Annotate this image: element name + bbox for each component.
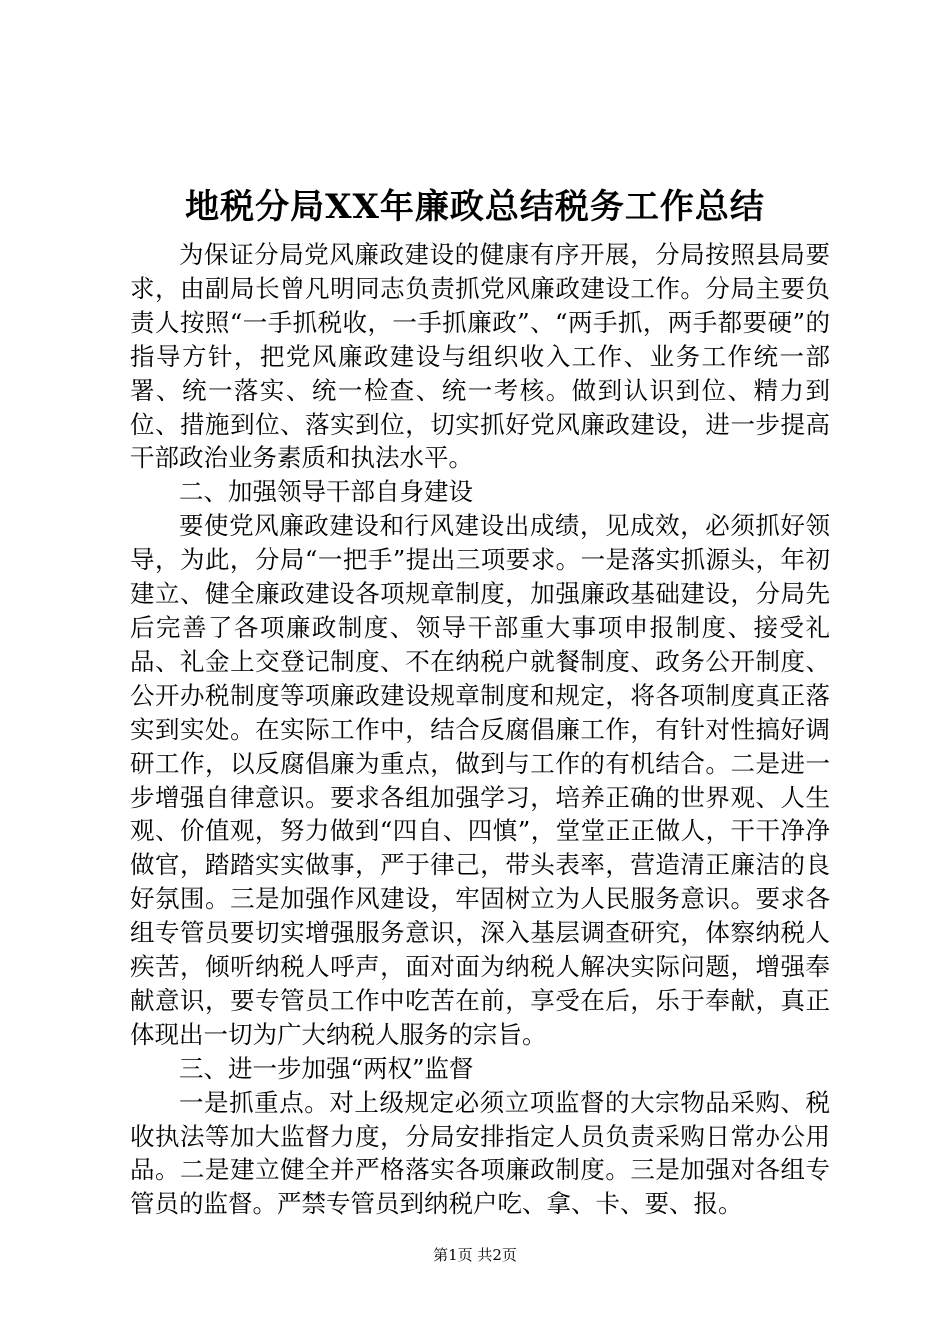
paragraph-section-3: 一是抓重点。对上级规定必须立项监督的大宗物品采购、税收执法等加大监督力度，分局安排指定人员负责采购日常办公用品。二是建立健全并严格落实各项廉政制度。三是加强对各组专管员的监督。严禁专管员到纳税户吃、拿、卡、要、报。 (130, 1087, 830, 1219)
paragraph-section-2: 要使党风廉政建设和行风建设出成绩，见成效，必须抓好领导，为此，分局“一把手”提出三项要求。一是落实抓源头，年初建立、健全廉政建设各项规章制度，加强廉政基础建设，分局先后完善了各项廉政制度、领导干部重大事项申报制度、接受礼品、礼金上交登记制度、不在纳税户就餐制度、政务公开制度、公开办税制度等项廉政建设规章制度和规定，将各项制度真正落实到实处。在实际工作中，结合反腐倡廉工作，有针对性搞好调研工作，以反腐倡廉为重点，做到与工作的有机结合。二是进一步增强自律意识。要求各组加强学习，培养正确的世界观、人生观、价值观，努力做到“四自、四慎”，堂堂正正做人，干干净净做官，踏踏实实做事，严于律己，带头表率，营造清正廉洁的良好氛围。三是加强作风建设，牢固树立为人民服务意识。要求各组专管员要切实增强服务意识，深入基层调查研究，体察纳税人疾苦，倾听纳税人呼声，面对面为纳税人解决实际问题，增强奉献意识，要专管员工作中吃苦在前，享受在后，乐于奉献，真正体现出一切为广大纳税人服务的宗旨。 (130, 511, 830, 1049)
section-heading-2: 二、加强领导干部自身建设 (179, 477, 473, 507)
section-heading-3: 三、进一步加强“两权”监督 (179, 1053, 474, 1083)
document-body (130, 238, 830, 1221)
document-title: 地税分局XX年廉政总结税务工作总结 (185, 187, 765, 227)
page-footer: 第1页 共2页 (433, 1246, 517, 1264)
paragraph-intro: 为保证分局党风廉政建设的健康有序开展，分局按照县局要求，由副局长曾凡明同志负责抓党风廉政建设工作。分局主要负责人按照“一手抓税收，一手抓廉政”、“两手抓，两手都要硬”的指导方针，把党风廉政建设与组织收入工作、业务工作统一部署、统一落实、统一检查、统一考核。做到认识到位、精力到位、措施到位、落实到位，切实抓好党风廉政建设，进一步提高干部政治业务素质和执法水平。 (130, 240, 830, 473)
